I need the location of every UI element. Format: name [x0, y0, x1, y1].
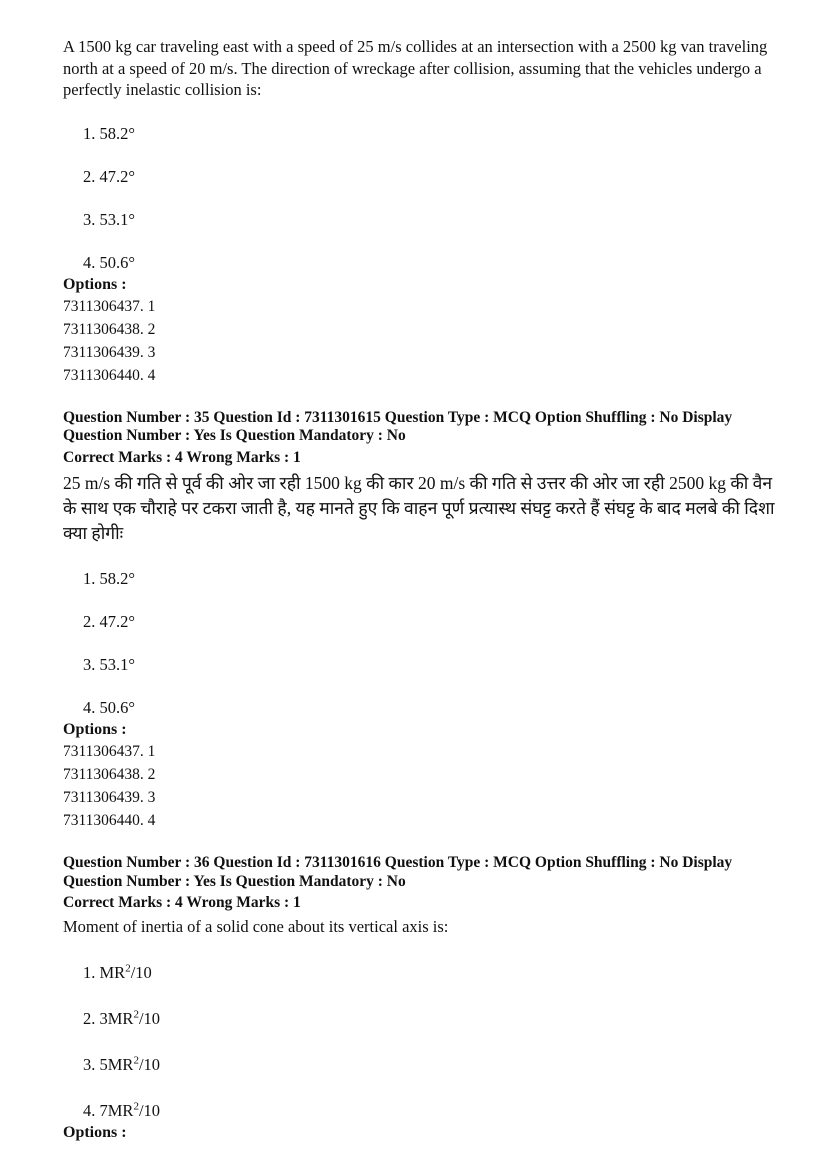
option-id-row: 7311306438. 2 [63, 766, 156, 783]
choice-number: 2. [83, 612, 96, 631]
choice-text: 53.1° [99, 655, 135, 674]
exponent: 2 [133, 1100, 139, 1113]
options-label: Options : [63, 721, 127, 738]
choice-text: 50.6° [99, 252, 135, 272]
choice-number: 4. [83, 1101, 96, 1120]
question-text: A 1500 kg car traveling east with a speed of 25 m/s collides at an intersection with a 2500 kg van traveling north at a speed of 20 m/s. The direction of wreckage after collision, assuming that the vehicles undergo a perfectly inelastic collision is: [63, 37, 768, 99]
option-id-row: 7311306437. 1 [63, 297, 156, 315]
choice-number: 2. [83, 1009, 96, 1028]
question-header: Question Number : 36 Question Id : 7311301616 Question Type : MCQ Option Shuffling : No Display Question Number : Yes Is Question Mandatory : No [63, 854, 733, 890]
option-id-row: 7311306440. 4 [63, 812, 156, 829]
option-id-row: 7311306438. 2 [63, 320, 156, 338]
choice-text: 53.1° [99, 209, 135, 229]
options-label: Options : [63, 275, 127, 293]
choice-text: $7MR^2/10$ [99, 1100, 161, 1120]
option-id-row: 7311306439. 3 [63, 789, 156, 806]
choice-2 [83, 611, 778, 632]
choice-number: 3. [83, 209, 96, 229]
choice-1 [83, 962, 778, 983]
question-36-section [63, 854, 778, 1143]
marks-line: Correct Marks : 4 Wrong Marks : 1 [63, 448, 301, 466]
choice-text: 50.6° [99, 698, 135, 717]
exponent: 2 [133, 1008, 139, 1021]
choice-4 [83, 252, 778, 273]
choice-text: 47.2° [99, 166, 135, 186]
choice-number: 1. [83, 569, 96, 588]
choice-2 [83, 166, 778, 187]
choice-text: $3MR^2/10$ [99, 1008, 161, 1028]
choice-number: 3. [83, 1055, 96, 1074]
choice-4 [83, 697, 778, 718]
exponent: 2 [125, 962, 131, 975]
marks-line: Correct Marks : 4 Wrong Marks : 1 [63, 894, 301, 911]
question-35-section [63, 409, 778, 833]
option-id-row: 7311306437. 1 [63, 743, 156, 760]
choice-1 [83, 568, 778, 589]
options-label: Options : [63, 1124, 127, 1141]
choice-text: $MR^2/10$ [99, 962, 152, 982]
question-text-hindi: 25 m/s की गति से पूर्व की ओर जा रही 1500 kg की कार 20 m/s की गति से उत्तर की ओर जा रही 2500 kg की वैन के साथ एक चौराहे पर टकरा जाती है, यह मानते हुए कि वाहन पूर्ण प्रत्यास्थ संघट्ट करते हैं संघट्ट के बाद मलबे की दिशा क्या होगीः [63, 473, 775, 543]
option-id-row: 7311306440. 4 [63, 366, 156, 384]
choice-text: $5MR^2/10$ [99, 1054, 161, 1074]
choice-number: 3. [83, 655, 96, 674]
question-text: Moment of inertia of a solid cone about its vertical axis is: [63, 916, 449, 936]
choice-3 [83, 1054, 778, 1075]
choice-3 [83, 209, 778, 230]
option-id-row: 7311306439. 3 [63, 343, 156, 361]
choice-text: 47.2° [99, 612, 135, 631]
choice-text: 58.2° [99, 123, 135, 143]
choice-2 [83, 1008, 778, 1029]
choice-text: 58.2° [99, 569, 135, 588]
choice-4 [83, 1100, 778, 1121]
exponent: 2 [133, 1054, 139, 1067]
question-34-section [63, 36, 778, 387]
choice-number: 2. [83, 166, 96, 186]
question-header: Question Number : 35 Question Id : 7311301615 Question Type : MCQ Option Shuffling : No Display Question Number : Yes Is Question Mandatory : No [63, 408, 733, 444]
choice-number: 4. [83, 252, 96, 272]
choice-number: 1. [83, 123, 96, 143]
choice-number: 4. [83, 698, 96, 717]
choice-3 [83, 654, 778, 675]
choice-1 [83, 123, 778, 144]
choice-number: 1. [83, 963, 96, 982]
